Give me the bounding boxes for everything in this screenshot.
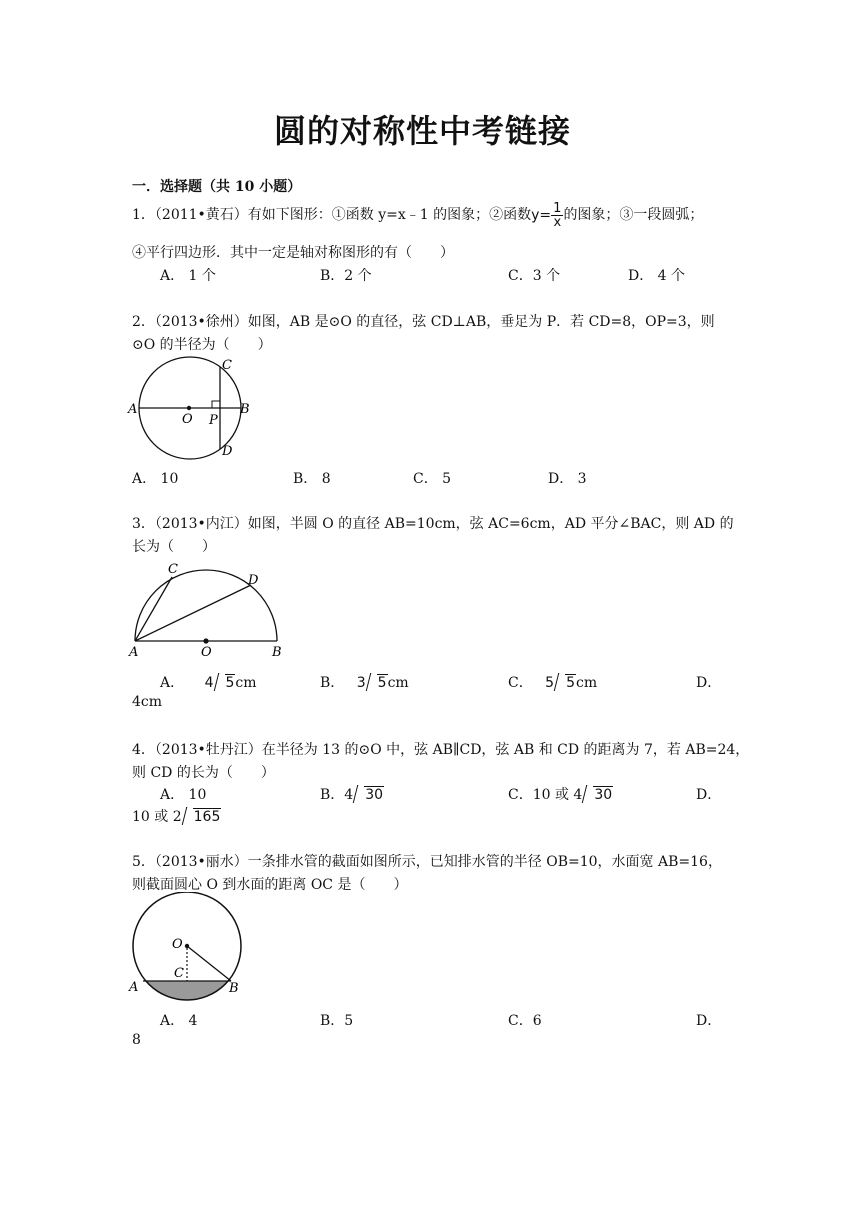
q2-option-d: D． 3 <box>548 471 587 487</box>
q4-option-b-radical <box>355 786 384 803</box>
q5-label-o: O <box>172 937 183 952</box>
q2-label-d: D <box>222 444 233 459</box>
q3-line1: 3．（2013•内江）如图，半圆 O 的直径 AB=10cm，弦 AC=6cm，AD 平分∠BAC，则 AD 的 <box>132 516 734 532</box>
q3-option-b-unit: cm <box>387 675 409 691</box>
q5-line1: 5．（2013•丽水）一条排水管的截面如图所示，已知排水管的半径 OB=10，水面宽 AB=16， <box>132 854 722 870</box>
q2-center-dot <box>187 406 191 410</box>
q1-line2: ④平行四边形．其中一定是轴对称图形的有（ ） <box>132 245 454 261</box>
q4-option-d-prefix: 10 或 2 <box>132 809 182 825</box>
q1-fraction-den: x <box>553 214 562 230</box>
q3-option-b-prefix: B． <box>320 675 345 691</box>
q3-figure <box>126 558 296 662</box>
q5-center-dot <box>185 944 189 948</box>
page-title: 圆的对称性中考链接 <box>274 112 572 150</box>
q3-option-c-prefix: C． <box>508 675 533 691</box>
q3-label-d: D <box>248 573 259 588</box>
q3-option-a-coef: 4 <box>204 675 214 691</box>
q3-option-a-radicand: 5 <box>225 675 235 691</box>
q4-option-d: D． <box>696 787 722 803</box>
q3-option-c <box>508 672 597 692</box>
q3-option-a <box>160 672 257 692</box>
q1-fraction-num: 1 <box>553 200 562 216</box>
q1-line1-text-b: 的图象；③一段圆弧； <box>563 207 704 223</box>
q3-option-c-unit: cm <box>576 675 598 691</box>
q3-option-a-prefix: A． <box>160 675 185 691</box>
q5-radius-ob <box>187 946 231 981</box>
q3-center-dot <box>203 638 208 643</box>
q5-option-c: C．6 <box>508 1013 542 1029</box>
q4-option-b-prefix: B．4 <box>320 787 354 803</box>
q2-line2: ⊙O 的半径为（ ） <box>132 337 272 353</box>
q3-option-b-radical <box>368 674 388 691</box>
q3-option-c-radical <box>556 674 576 691</box>
q3-option-a-unit: cm <box>235 675 257 691</box>
q2-line1: 2．（2013•徐州）如图，AB 是⊙O 的直径，弦 CD⊥AB，垂足为 P．若 CD=8，OP=3，则 <box>132 314 715 330</box>
q4-option-c <box>508 784 613 804</box>
q2-label-o: O <box>182 412 193 427</box>
q1-line1-text-a: 1．（2011•黄石）有如下图形：①函数 y=x﹣1 的图象；②函数 <box>132 207 532 223</box>
q1-line1 <box>132 200 704 230</box>
q1-option-a: A． 1 个 <box>160 268 216 284</box>
q4-option-c-radical <box>584 786 613 803</box>
q5-line2: 则截面圆心 O 到水面的距离 OC 是（ ） <box>132 877 408 893</box>
q3-label-o: O <box>201 645 212 660</box>
q4-option-c-radicand: 30 <box>594 787 613 803</box>
section-heading: 一．选择题（共 10 小题） <box>132 179 302 195</box>
q2-option-a: A． 10 <box>132 471 179 487</box>
q5-label-a: A <box>129 980 139 995</box>
q2-right-angle <box>212 401 220 408</box>
q2-label-c: C <box>222 358 232 373</box>
q3-chord-ad <box>135 585 251 641</box>
q2-option-b: B． 8 <box>293 471 331 487</box>
q4-option-c-prefix: C．10 或 4 <box>508 787 583 803</box>
q3-option-b-radicand: 5 <box>377 675 387 691</box>
q5-option-b: B．5 <box>320 1013 354 1029</box>
q1-fraction <box>531 202 563 229</box>
q3-label-c: C <box>168 562 178 577</box>
q5-option-d: D． <box>696 1013 722 1029</box>
q2-label-a: A <box>128 402 138 417</box>
q3-label-b: B <box>272 645 282 660</box>
q3-option-c-radicand: 5 <box>566 675 576 691</box>
q2-label-p: P <box>209 413 218 428</box>
q3-line2: 长为（ ） <box>132 539 216 555</box>
q5-option-a: A． 4 <box>160 1013 198 1029</box>
q4-option-b-radicand: 30 <box>365 787 384 803</box>
q3-label-a: A <box>129 645 139 660</box>
q2-label-b: B <box>240 402 250 417</box>
q1-fraction-lhs: y= <box>531 207 552 223</box>
q3-option-b-coef: 3 <box>356 675 366 691</box>
q1-option-c: C．3 个 <box>508 268 561 284</box>
q4-line2: 则 CD 的长为（ ） <box>132 765 275 781</box>
q2-option-c: C． 5 <box>413 471 452 487</box>
q3-option-c-coef: 5 <box>545 675 555 691</box>
q2-figure <box>126 352 256 462</box>
q3-option-b <box>320 672 409 692</box>
q3-option-d-value: 4cm <box>132 694 163 710</box>
q4-option-b <box>320 784 384 804</box>
q1-option-d: D． 4 个 <box>628 268 686 284</box>
q3-option-d: D． <box>696 675 722 691</box>
q5-label-c: C <box>174 966 184 981</box>
q4-option-a: A． 10 <box>160 787 207 803</box>
q3-option-a-radical <box>216 674 236 691</box>
q5-figure <box>126 892 256 1002</box>
q1-option-b: B．2 个 <box>320 268 372 284</box>
q5-label-b: B <box>229 981 239 996</box>
q5-option-d-value: 8 <box>132 1032 141 1048</box>
q4-option-d-radicand: 165 <box>193 809 221 825</box>
q4-option-d-value <box>132 806 221 826</box>
q4-line1: 4．（2013•牡丹江）在半径为 13 的⊙O 中，弦 AB∥CD，弦 AB 和 CD 的距离为 7，若 AB=24， <box>132 742 750 758</box>
q4-option-d-radical <box>184 808 222 825</box>
